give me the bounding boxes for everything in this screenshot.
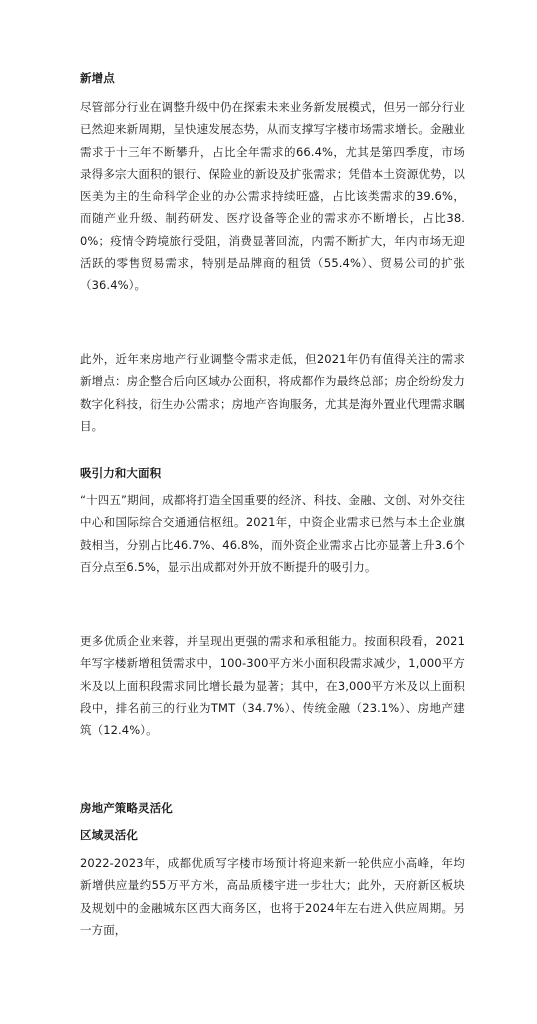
subsection-heading: 区域灵活化: [80, 828, 138, 842]
section-heading: 吸引力和大面积: [80, 466, 162, 480]
body-paragraph: 尽管部分行业在调整升级中仍在探索未来业务新发展模式，但另一部分行业已然迎来新周期，呈快速发展态势，从而支撑写字楼市场需求增长。金融业需求于十三年不断攀升，占比全年需求的66.4%，尤其是第四季度，市场录得多宗大面积的银行、保险业的新设及扩张需求；凭借本土资源优势，以医美为主的生命科学企业的办公需求持续旺盛，占比该类需求的39.6%，而随产业升级、制药研发、医疗设备等企业的需求亦不断增长，占比38.0%；疫情令跨境旅行受阻，消费显著回流，内需不断扩大，年内市场无迎活跃的零售贸易需求，特别是品牌商的租赁（55.4%）、贸易公司的扩张（36.4%）。: [80, 100, 465, 293]
body-paragraph: 更多优质企业来蓉，并呈现出更强的需求和承租能力。按面积段看，2021年写字楼新增租赁需求中，100-300平方米小面积段需求减少，1,000平方米及以上面积段需求同比增长最为显著；其中，在3,000平方米及以上面积段中，排名前三的行业为TMT（34.7%）、传统金融（23.1%）、房地产建筑（12.4%）。: [80, 634, 465, 738]
body-paragraph: “十四五”期间，成都将打造全国重要的经济、科技、金融、文创、对外交往中心和国际综合交通通信枢纽。2021年，中资企业需求已然与本土企业旗鼓相当，分别占比46.7%、46.8%，而外资企业需求占比亦显著上升3.6个百分点至6.5%，显示出成都对外开放不断提升的吸引力。: [80, 493, 465, 574]
section-heading: 新增点: [80, 71, 115, 85]
body-paragraph: 此外，近年来房地产行业调整令需求走低，但2021年仍有值得关注的需求新增点：房企整合后向区域办公面积，将成都作为最终总部；房企纷纷发力数字化科技，衍生办公需求；房地产咨询服务，尤其是海外置业代理需求瞩目。: [80, 352, 465, 433]
body-paragraph: 2022-2023年，成都优质写字楼市场预计将迎来新一轮供应小高峰，年均新增供应量约55万平方米，高品质楼宇进一步壮大；此外，天府新区板块及规划中的金融城东区西大商务区，也将于2024年左右进入供应周期。另一方面，: [80, 856, 465, 937]
section-heading: 房地产策略灵活化: [80, 801, 173, 815]
